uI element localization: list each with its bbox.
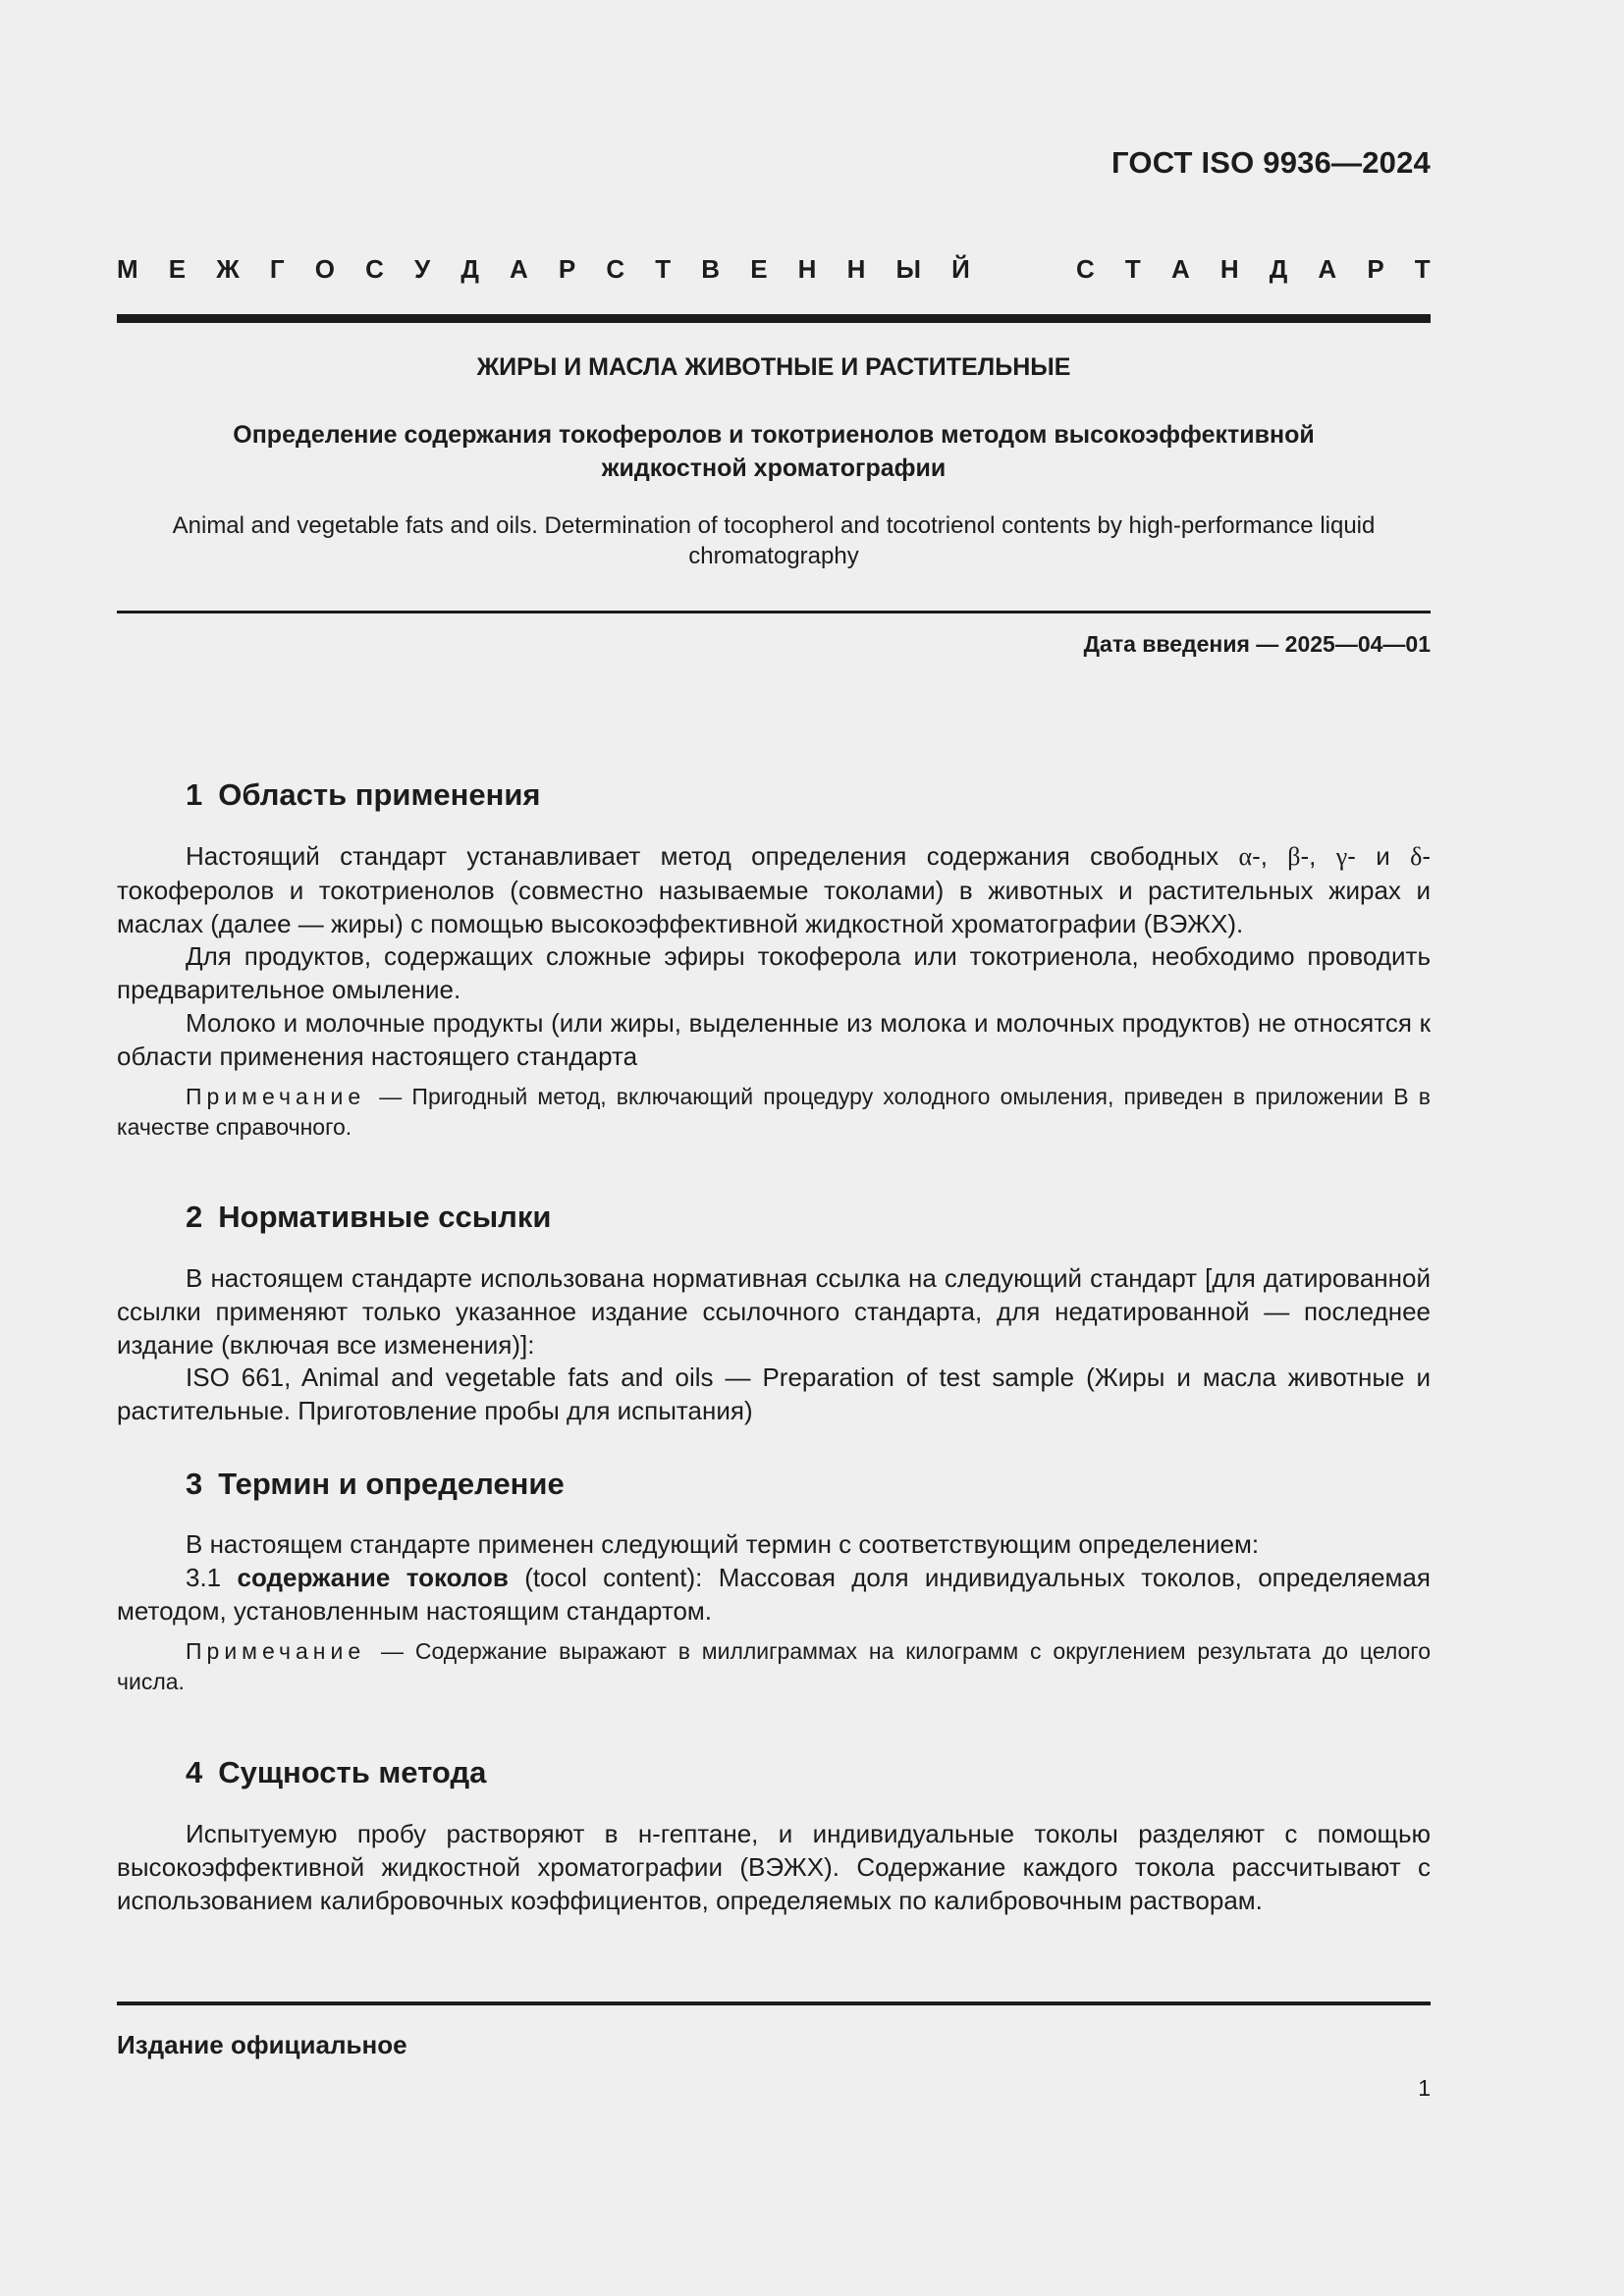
banner-letter: Ж bbox=[216, 254, 240, 284]
banner-letter: А bbox=[510, 254, 528, 284]
standard-subtitle: Определение содержания токоферолов и токотриенолов методом высокоэффективной жидкостной хроматографии bbox=[233, 421, 1315, 482]
english-title: Animal and vegetable fats and oils. Determination of tocopherol and tocotrienol contents by high-performance liquid chromatography bbox=[172, 512, 1376, 569]
banner-letter: Н bbox=[846, 254, 866, 284]
banner-letter: С bbox=[1076, 254, 1095, 284]
section-2-paragraph-1: В настоящем стандарте использована нормативная ссылка на следующий стандарт [для датированной ссылки применяют только указанное издание ссылочного стандарта, для недатированной — последнее издание (включая все изменения)]: bbox=[117, 1263, 1431, 1360]
banner-letter: А bbox=[1318, 254, 1337, 284]
note-label: Примечание bbox=[186, 1638, 366, 1664]
footer-rule bbox=[117, 2002, 1431, 2005]
banner-letter: Е bbox=[750, 254, 768, 284]
banner-letter: Н bbox=[797, 254, 817, 284]
banner-letter: Н bbox=[1219, 254, 1239, 284]
section-3-term-definition: 3.1 содержание токолов (tocol content): Массовая доля индивидуальных токолов, определяемая методом, установленным настоящим стандартом. bbox=[117, 1563, 1431, 1626]
section-1-heading bbox=[186, 777, 541, 813]
section-title: Сущность метода bbox=[218, 1755, 487, 1789]
section-title: Термин и определение bbox=[218, 1467, 565, 1501]
section-1-paragraph-2: Для продуктов, содержащих сложные эфиры токоферола или токотриенола, необходимо проводить предварительное омыление. bbox=[117, 941, 1431, 1004]
banner-letter: У bbox=[414, 254, 431, 284]
title-rule bbox=[117, 611, 1431, 614]
section-title: Область применения bbox=[218, 777, 541, 812]
banner-letter: В bbox=[701, 254, 721, 284]
banner-letter: О bbox=[314, 254, 335, 284]
section-4-paragraph-1: Испытуемую пробу растворяют в н-гептане, и индивидуальные токолы разделяют с помощью высокоэффективной жидкостной хроматографии (ВЭЖХ). Содержание каждого токола рассчитывают с использованием калибровочных коэффициентов, определяемых по калибровочным растворам. bbox=[117, 1819, 1431, 1915]
section-2-heading bbox=[186, 1200, 551, 1235]
banner-letter: Р bbox=[1367, 254, 1384, 284]
standard-title: ЖИРЫ И МАСЛА ЖИВОТНЫЕ И РАСТИТЕЛЬНЫЕ bbox=[476, 353, 1071, 381]
banner-letter: Г bbox=[269, 254, 285, 284]
section-number: 2 bbox=[186, 1200, 203, 1234]
page-number: 1 bbox=[1418, 2075, 1431, 2101]
document-number: ГОСТ ISO 9936—2024 bbox=[1111, 145, 1431, 180]
banner-letter: Д bbox=[1269, 254, 1288, 284]
banner-letter: Й bbox=[951, 254, 970, 284]
official-edition-label: Издание официальное bbox=[117, 2030, 407, 2059]
section-1-note: Примечание — Пригодный метод, включающий процедуру холодного омыления, приведен в приложении В в качестве справочного. bbox=[117, 1084, 1431, 1140]
section-2-paragraph-2: ISO 661, Animal and vegetable fats and oils — Preparation of test sample (Жиры и масла животные и растительные. Приготовление пробы для испытания) bbox=[117, 1362, 1431, 1425]
banner-letter: Д bbox=[460, 254, 479, 284]
section-number: 3 bbox=[186, 1467, 203, 1501]
banner-letter: Е bbox=[168, 254, 187, 284]
note-label: Примечание bbox=[186, 1084, 366, 1109]
banner-letter: Р bbox=[558, 254, 576, 284]
section-3-note: Примечание — Содержание выражают в миллиграммах на килограмм с округлением результата до целого числа. bbox=[117, 1638, 1431, 1694]
banner-letter: Т bbox=[1414, 254, 1431, 284]
section-number: 1 bbox=[186, 777, 203, 812]
section-1-paragraph-3: Молоко и молочные продукты (или жиры, выделенные из молока и молочных продуктов) не относятся к области применения настоящего стандарта bbox=[117, 1008, 1431, 1071]
banner-letter: Ы bbox=[895, 254, 921, 284]
banner-word-gap bbox=[1001, 254, 1046, 285]
banner-letter: А bbox=[1170, 254, 1190, 284]
section-4-heading bbox=[186, 1755, 486, 1790]
section-1-paragraph-1: Настоящий стандарт устанавливает метод определения содержания свободных α-, β-, γ- и δ-токоферолов и токотриенолов (совместно называемые токолами) в животных и растительных жирах и маслах (далее — жиры) с помощью высокоэффективной жидкостной хроматографии (ВЭЖХ). bbox=[117, 841, 1432, 938]
banner-letter: М bbox=[117, 254, 138, 284]
term-name: содержание токолов bbox=[237, 1563, 509, 1592]
banner-letter: С bbox=[606, 254, 625, 284]
introduction-date: Дата введения — 2025—04—01 bbox=[1083, 631, 1431, 657]
section-number: 4 bbox=[186, 1755, 203, 1789]
interstate-standard-banner bbox=[117, 254, 1431, 285]
section-title: Нормативные ссылки bbox=[218, 1200, 552, 1234]
term-number: 3.1 bbox=[186, 1563, 222, 1592]
section-3-paragraph-1: В настоящем стандарте применен следующий термин с соответствующим определением: bbox=[186, 1529, 1260, 1559]
section-3-heading bbox=[186, 1467, 565, 1502]
banner-letter: С bbox=[365, 254, 384, 284]
banner-letter: Т bbox=[1124, 254, 1141, 284]
header-rule bbox=[117, 314, 1431, 323]
banner-letter: Т bbox=[655, 254, 672, 284]
